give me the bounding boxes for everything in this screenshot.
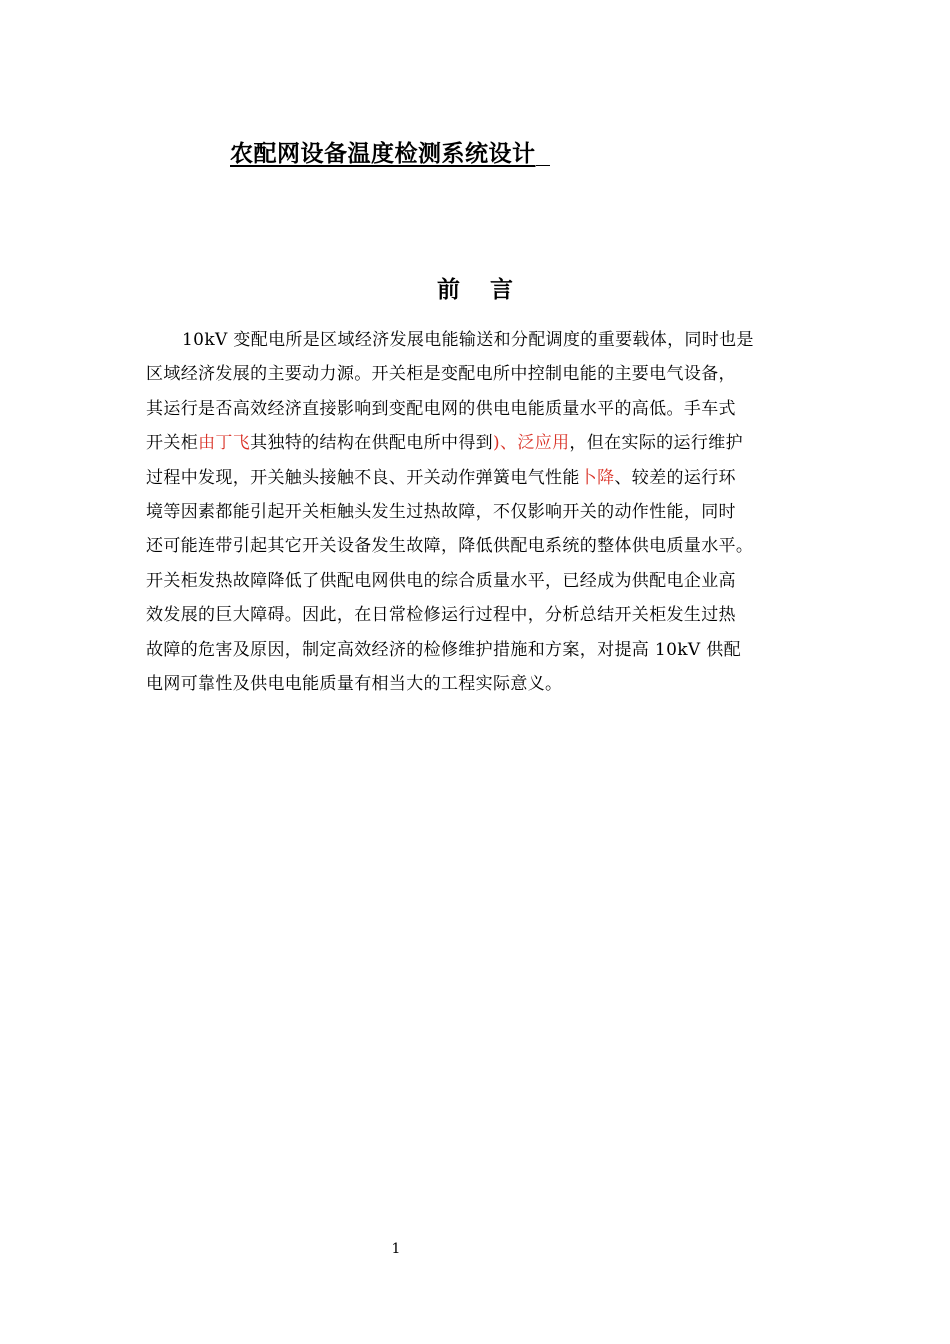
paragraph-text: 其独特的结构在供配电所中得到	[250, 433, 494, 454]
paragraph-text: 效发展的巨大障碍。因此，在日常检修运行过程中，分析总结开关柜发生过热	[146, 605, 736, 626]
paragraph-line	[146, 529, 826, 563]
paragraph-text: 其运行是否高效经济直接影响到变配电网的供电电能质量水平的高低。手车式	[146, 398, 736, 419]
paragraph-line	[146, 633, 826, 667]
paragraph-text: 过程中发现，开关触头接触不良、开关动作弹簧电气性能	[146, 467, 580, 488]
page-number: 1	[391, 1241, 401, 1257]
title-underline-tail	[536, 164, 550, 166]
paragraph-line	[146, 564, 826, 598]
highlighted-text: )、泛应用	[493, 433, 570, 454]
paragraph-line	[146, 426, 826, 460]
paragraph-text: 区域经济发展的主要动力源。开关柜是变配电所中控制电能的主要电气设备，	[146, 364, 736, 385]
paragraph-line	[146, 392, 826, 426]
paragraph-text: 故障的危害及原因，制定高效经济的检修维护措施和方案，对提高 10kV 供配	[146, 639, 741, 660]
paragraph-text: ，但在实际的运行维护	[569, 433, 743, 454]
paragraph-text: 开关柜	[146, 433, 199, 454]
document-title-text: 农配网设备温度检测系统设计	[230, 141, 536, 167]
paragraph-line	[146, 357, 826, 391]
paragraph-text: 电网可靠性及供电电能质量有相当大的工程实际意义。	[146, 673, 563, 694]
section-heading-preface: 前言	[437, 277, 543, 303]
paragraph-line	[146, 495, 826, 529]
paragraph-text: 、较差的运行环	[614, 467, 736, 488]
preface-paragraph	[146, 323, 826, 701]
paragraph-line	[146, 667, 826, 701]
paragraph-text: 境等因素都能引起开关柜触头发生过热故障，不仅影响开关的动作性能，同时	[146, 501, 736, 522]
paragraph-line	[146, 323, 826, 357]
paragraph-text: 还可能连带引起其它开关设备发生故障，降低供配电系统的整体供电质量水平。	[146, 536, 754, 557]
highlighted-text: 由丁飞	[198, 433, 251, 454]
highlighted-text: 卜降	[579, 467, 615, 488]
paragraph-text: 10kV 变配电所是区域经济发展电能输送和分配调度的重要载体，同时也是	[182, 330, 754, 350]
paragraph-line	[146, 598, 826, 632]
document-title	[230, 136, 730, 172]
paragraph-line	[146, 461, 826, 495]
paragraph-text: 开关柜发热故障降低了供配电网供电的综合质量水平，已经成为供配电企业高	[146, 570, 736, 591]
